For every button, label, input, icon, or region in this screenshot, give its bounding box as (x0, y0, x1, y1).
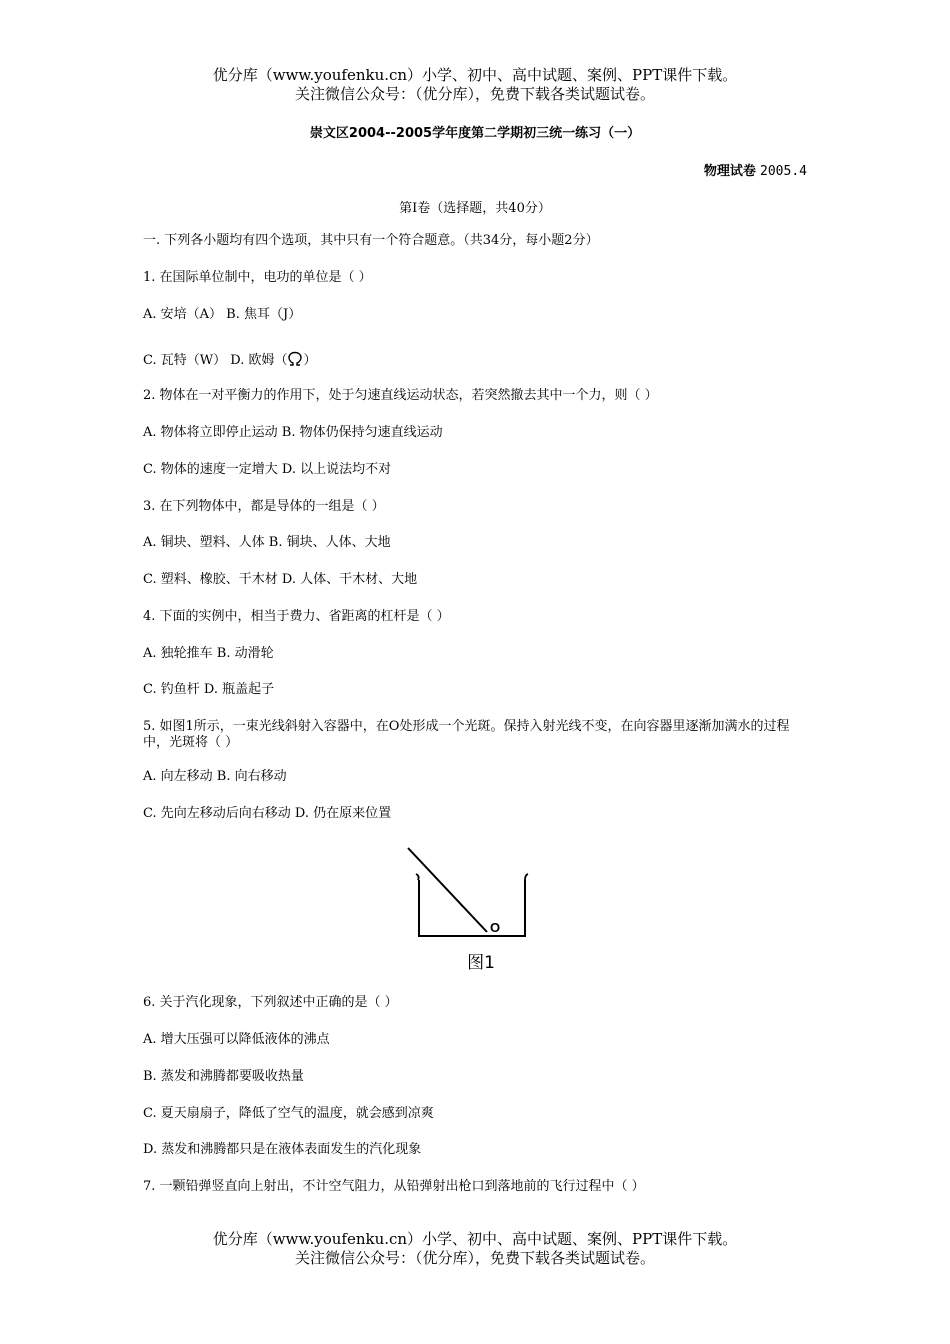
q1-stem: 1. 在国际单位制中，电功的单位是（ ） (143, 270, 372, 285)
q4-stem: 4. 下面的实例中，相当于费力、省距离的杠杆是（ ） (143, 609, 450, 624)
q5-options-ab: A. 向左移动 B. 向右移动 (143, 769, 287, 784)
footer-line-1: 优分库（www.youfenku.cn）小学、初中、高中试题、案例、PPT课件下载。 (212, 1230, 738, 1248)
header-line-2: 关注微信公众号：（优分库），免费下载各类试题试卷。 (294, 85, 655, 103)
q1-options-close: ） (303, 353, 317, 368)
page-header (0, 66, 950, 104)
q2-options-ab: A. 物体将立即停止运动 B. 物体仍保持匀速直线运动 (143, 425, 443, 440)
q7-stem: 7. 一颗铅弹竖直向上射出，不计空气阻力，从铅弹射出枪口到落地前的飞行过程中（ ） (143, 1179, 645, 1194)
subject-line (704, 160, 807, 179)
q2-stem: 2. 物体在一对平衡力的作用下，处于匀速直线运动状态，若突然撤去其中一个力，则（ ） (143, 388, 658, 403)
q4-options-ab: A. 独轮推车 B. 动滑轮 (143, 646, 274, 661)
figure-caption: 图1 (467, 953, 495, 973)
q2-options-cd: C. 物体的速度一定增大 D. 以上说法均不对 (143, 462, 392, 477)
container-left-lip (416, 874, 419, 880)
footer-line-2: 关注微信公众号：（优分库），免费下载各类试题试卷。 (294, 1249, 655, 1267)
q3-stem: 3. 在下列物体中，都是导体的一组是（ ） (143, 499, 385, 514)
ohm-icon (287, 351, 303, 367)
q3-options-ab: A. 铜块、塑料、人体 B. 铜块、人体、大地 (143, 535, 391, 550)
header-line-1: 优分库（www.youfenku.cn）小学、初中、高中试题、案例、PPT课件下载。 (212, 66, 738, 84)
q6-option-a: A. 增大压强可以降低液体的沸点 (143, 1032, 330, 1047)
part1-instructions: 一. 下列各小题均有四个选项，其中只有一个符合题意。（共34分，每小题2分） (143, 233, 599, 248)
container-right-lip (525, 874, 528, 880)
exam-title: 崇文区2004--2005学年度第二学期初三统一练习（一） (309, 126, 641, 141)
q6-option-d: D. 蒸发和沸腾都只是在液体表面发生的汽化现象 (143, 1142, 422, 1157)
page-footer (0, 1230, 950, 1268)
q1-options-cd (143, 351, 808, 369)
q3-options-cd: C. 塑料、橡胶、干木材 D. 人体、干木材、大地 (143, 572, 418, 587)
q1-options-cd-text: C. 瓦特（W） D. 欧姆（ (143, 353, 288, 368)
exam-date: 2005.4 (760, 164, 807, 179)
point-o-label: O (489, 920, 501, 935)
figure-1-diagram (400, 844, 540, 980)
q5-stem: 5. 如图1所示，一束光线斜射入容器中，在O处形成一个光斑。保持入射光线不变，在向容器里逐渐加满水的过程中，光斑将（ ） (143, 719, 790, 750)
q6-stem: 6. 关于汽化现象，下列叙述中正确的是（ ） (143, 995, 398, 1010)
container-outline (419, 880, 525, 936)
q6-option-c: C. 夏天扇扇子，降低了空气的温度，就会感到凉爽 (143, 1106, 434, 1121)
q1-options-ab: A. 安培（A） B. 焦耳（J） (143, 307, 302, 322)
subject-label: 物理试卷 (703, 164, 756, 179)
q4-options-cd: C. 钓鱼杆 D. 瓶盖起子 (143, 682, 275, 697)
section-heading: 第I卷（选择题，共40分） (399, 201, 551, 216)
q6-option-b: B. 蒸发和沸腾都要吸收热量 (143, 1069, 304, 1084)
q5-options-cd: C. 先向左移动后向右移动 D. 仍在原来位置 (143, 806, 392, 821)
